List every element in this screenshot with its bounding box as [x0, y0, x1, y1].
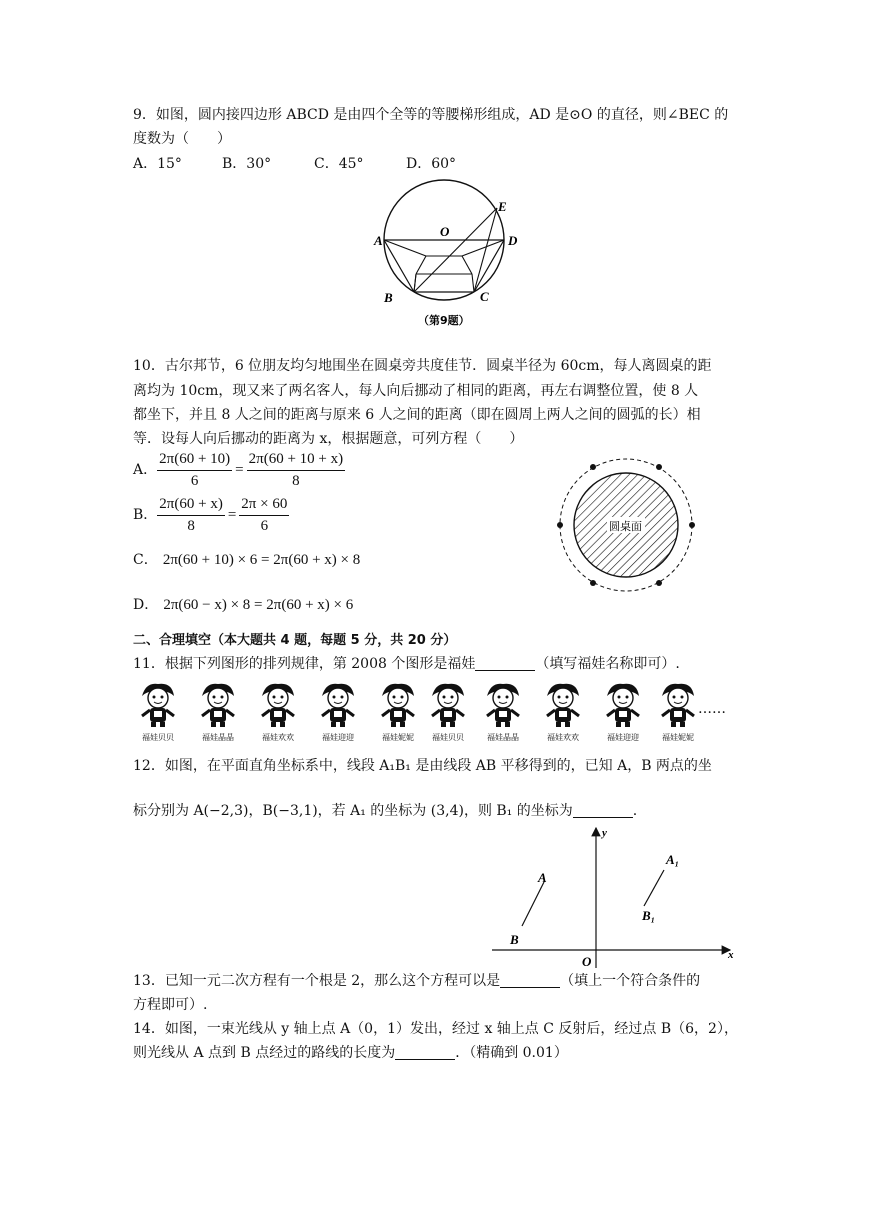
q12-answer-blank[interactable] [573, 803, 633, 818]
q11-doll-label: 福娃晶晶 [487, 733, 519, 742]
q11-doll-row [128, 680, 748, 742]
q12-stem-line1: 12．如图，在平面直角坐标系中，线段 A₁B₁ 是由线段 AB 平移得到的，已知 A，B 两点的坐 [133, 758, 712, 774]
fuwa-mascot-icon [128, 680, 188, 728]
q12-segment-ab [522, 882, 544, 926]
q10-option-d: D． 2π(60 − x) × 8 = 2π(60 + x) × 6 [133, 597, 354, 613]
q10-option-a: A． $\frac{2\pi(60 + 10)}{6}$ = $\frac{2\pi(60 + 10 + x)}{8}$ [133, 450, 344, 489]
q11-doll-8 [533, 680, 593, 742]
q12-label-a: A [538, 870, 547, 885]
q12-label-a1: A₁ [666, 852, 680, 867]
q9-label-d: D [508, 233, 518, 248]
q9-caption: （第9题） [418, 314, 470, 327]
q10-b-left-fraction: $\frac{2\pi(60 + x)}{8}$ [159, 495, 223, 534]
q11-ellipsis: …… [698, 701, 726, 717]
q10-seat-dot [656, 464, 662, 470]
q10-table-label: 圆桌面 [609, 520, 642, 533]
q11-doll-label: 福娃欢欢 [262, 733, 294, 742]
q12-label-b: B [510, 932, 519, 947]
q10-stem-line4: 等．设每人向后挪动的距离为 x，根据题意，可列方程（ ） [133, 431, 524, 447]
q12-coordinate-figure [490, 822, 740, 970]
q9-option-c: C．45° [314, 156, 364, 172]
q12-segment-a1b1 [644, 870, 664, 906]
q11-doll-1 [128, 680, 188, 742]
q11-doll-label: 福娃欢欢 [547, 733, 579, 742]
q13-stem-line1: 13．已知一元二次方程有一个根是 2，那么这个方程可以是 （填上一个符合条件的 [133, 973, 701, 989]
q9-label-c: C [480, 289, 489, 304]
q10-seat-dot [557, 522, 563, 528]
q9-option-a: A．15° [133, 156, 182, 172]
q10-stem-line1: 10．古尔邦节，6 位朋友均匀地围坐在圆桌旁共度佳节．圆桌半径为 60cm，每人离圆桌的距 [133, 358, 712, 374]
fuwa-mascot-icon [533, 680, 593, 728]
section2-title: 二、合理填空（本大题共 4 题，每题 5 分，共 20 分） [133, 633, 457, 648]
q11-doll-2 [188, 680, 248, 742]
q10-round-table-figure [555, 455, 700, 600]
q11-answer-blank[interactable] [475, 656, 535, 671]
q11-doll-6 [418, 680, 478, 742]
fuwa-mascot-icon [308, 680, 368, 728]
q10-stem-line2: 离均为 10cm，现又来了两名客人，每人向后挪动了相同的距离，再左右调整位置，使 8 人 [133, 383, 699, 399]
q14-answer-blank[interactable] [395, 1045, 455, 1060]
fuwa-mascot-icon [418, 680, 478, 728]
q11-doll-label: 福娃贝贝 [432, 733, 464, 742]
q12-label-b1: B₁ [642, 908, 656, 923]
q12-label-x: x [728, 949, 734, 961]
q11-doll-label: 福娃晶晶 [202, 733, 234, 742]
fuwa-mascot-icon [593, 680, 653, 728]
q11-doll-label: 福娃妮妮 [662, 733, 694, 742]
q12-label-origin: O [582, 954, 592, 969]
q10-option-b: B． $\frac{2\pi(60 + x)}{8}$ = $\frac{2\pi \times 60}{6}$ [133, 495, 288, 534]
q9-option-b: B．30° [222, 156, 272, 172]
q10-a-left-fraction: $\frac{2\pi(60 + 10)}{6}$ [159, 450, 231, 489]
q14-stem-line1: 14．如图，一束光线从 y 轴上点 A（0，1）发出，经过 x 轴上点 C 反射后，经过点 B（6，2）， [133, 1021, 738, 1037]
q9-label-e: E [498, 199, 507, 214]
q11-doll-3 [248, 680, 308, 742]
q13-stem-line2: 方程即可）. [133, 997, 208, 1013]
q12-label-y: y [602, 827, 607, 839]
q11-doll-label: 福娃妮妮 [382, 733, 414, 742]
q10-seat-dot [689, 522, 695, 528]
q9-label-b: B [384, 290, 393, 305]
q9-option-d: D．60° [406, 156, 457, 172]
q11-doll-7 [473, 680, 533, 742]
q10-option-c: C． 2π(60 + 10) × 6 = 2π(60 + x) × 8 [133, 552, 361, 568]
q11-stem: 11．根据下列图形的排列规律，第 2008 个图形是福娃 （填写福娃名称即可）. [133, 656, 680, 672]
q10-seat-dot [590, 464, 596, 470]
q9-stem-line1: 9．如图，圆内接四边形 ABCD 是由四个全等的等腰梯形组成，AD 是⊙O 的直径，则∠BEC 的 [133, 107, 729, 123]
q11-doll-label: 福娃贝贝 [142, 733, 174, 742]
fuwa-mascot-icon [188, 680, 248, 728]
fuwa-mascot-icon [473, 680, 533, 728]
q11-doll-9 [593, 680, 653, 742]
q10-b-right-fraction: $\frac{2\pi \times 60}{6}$ [241, 495, 288, 534]
q14-stem-line2: 则光线从 A 点到 B 点经过的路线的长度为 ．（精确到 0.01） [133, 1045, 568, 1061]
q9-figure [370, 178, 530, 338]
q10-stem-line3: 都坐下，并且 8 人之间的距离与原来 6 人之间的距离（即在圆周上两人之间的圆弧的长）相 [133, 407, 701, 423]
q11-doll-label: 福娃迎迎 [322, 733, 354, 742]
q11-doll-4 [308, 680, 368, 742]
fuwa-mascot-icon [248, 680, 308, 728]
q10-seat-dot [656, 580, 662, 586]
q11-doll-label: 福娃迎迎 [607, 733, 639, 742]
q12-stem-line2: 标分别为 A(−2,3)，B(−3,1)，若 A₁ 的坐标为 (3,4)，则 B₁ 的坐标为 . [133, 803, 638, 819]
q9-label-o: O [440, 224, 450, 239]
q10-a-right-fraction: $\frac{2\pi(60 + 10 + x)}{8}$ [248, 450, 344, 489]
q10-seat-dot [590, 580, 596, 586]
q9-label-a: A [374, 233, 383, 248]
q13-answer-blank[interactable] [500, 973, 560, 988]
q9-stem-line2: 度数为（ ） [133, 131, 231, 147]
